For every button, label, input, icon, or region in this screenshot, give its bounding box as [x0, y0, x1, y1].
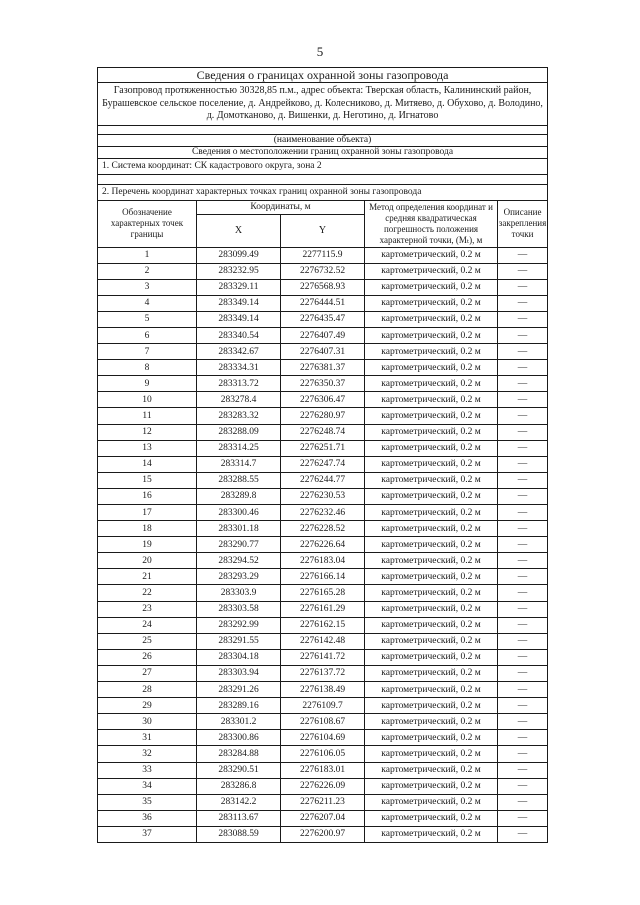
method-cell: картометрический, 0.2 м [365, 488, 498, 504]
fixing-cell: — [498, 247, 548, 263]
y-coord-cell: 2276211.23 [281, 794, 365, 810]
x-coord-cell: 283329.11 [197, 279, 281, 295]
point-id-cell: 1 [98, 247, 197, 263]
method-cell: картометрический, 0.2 м [365, 794, 498, 810]
fixing-cell: — [498, 649, 548, 665]
table-row [98, 714, 548, 730]
y-coord-cell: 2276109.7 [281, 698, 365, 714]
fixing-cell: — [498, 633, 548, 649]
x-coord-cell: 283294.52 [197, 553, 281, 569]
x-coord-cell: 283284.88 [197, 746, 281, 762]
point-id-cell: 5 [98, 311, 197, 327]
document-sheet [97, 67, 547, 843]
y-coord-cell: 2276407.31 [281, 344, 365, 360]
method-cell: картометрический, 0.2 м [365, 424, 498, 440]
header-fixing: Описание закрепления точки [498, 200, 548, 247]
x-coord-cell: 283304.18 [197, 649, 281, 665]
y-coord-cell: 2276247.74 [281, 456, 365, 472]
point-id-cell: 37 [98, 826, 197, 842]
method-cell: картометрический, 0.2 м [365, 553, 498, 569]
y-coord-cell: 2276244.77 [281, 472, 365, 488]
fixing-cell: — [498, 553, 548, 569]
method-cell: картометрический, 0.2 м [365, 633, 498, 649]
method-cell: картометрический, 0.2 м [365, 730, 498, 746]
point-id-cell: 27 [98, 665, 197, 681]
page-number: 5 [316, 44, 324, 59]
y-coord-cell: 2276230.53 [281, 488, 365, 504]
y-coord-cell: 2276161.29 [281, 601, 365, 617]
table-row [98, 826, 548, 842]
x-coord-cell: 283290.77 [197, 537, 281, 553]
x-coord-cell: 283303.58 [197, 601, 281, 617]
point-id-cell: 10 [98, 392, 197, 408]
method-cell: картометрический, 0.2 м [365, 360, 498, 376]
table-row [98, 472, 548, 488]
y-coord-cell: 2276435.47 [281, 311, 365, 327]
table-row [98, 537, 548, 553]
y-coord-cell: 2276232.46 [281, 505, 365, 521]
table-row [98, 327, 548, 343]
fixing-cell: — [498, 472, 548, 488]
table-row [98, 360, 548, 376]
fixing-cell: — [498, 585, 548, 601]
method-cell: картометрический, 0.2 м [365, 456, 498, 472]
x-coord-cell: 283301.18 [197, 521, 281, 537]
y-coord-cell: 2276251.71 [281, 440, 365, 456]
x-coord-cell: 283313.72 [197, 376, 281, 392]
x-coord-cell: 283303.94 [197, 665, 281, 681]
table-row [98, 633, 548, 649]
fixing-cell: — [498, 762, 548, 778]
point-id-cell: 33 [98, 762, 197, 778]
x-coord-cell: 283088.59 [197, 826, 281, 842]
point-id-cell: 20 [98, 553, 197, 569]
method-cell: картометрический, 0.2 м [365, 537, 498, 553]
point-id-cell: 17 [98, 505, 197, 521]
x-coord-cell: 283349.14 [197, 311, 281, 327]
x-coord-cell: 283289.16 [197, 698, 281, 714]
point-id-cell: 29 [98, 698, 197, 714]
table-row [98, 424, 548, 440]
x-coord-cell: 283113.67 [197, 810, 281, 826]
fixing-cell: — [498, 279, 548, 295]
y-coord-cell: 2276207.04 [281, 810, 365, 826]
fixing-cell: — [498, 617, 548, 633]
point-id-cell: 13 [98, 440, 197, 456]
method-cell: картометрический, 0.2 м [365, 263, 498, 279]
method-cell: картометрический, 0.2 м [365, 327, 498, 343]
fixing-cell: — [498, 601, 548, 617]
table-row [98, 698, 548, 714]
table-row [98, 392, 548, 408]
x-coord-cell: 283278.4 [197, 392, 281, 408]
point-id-cell: 3 [98, 279, 197, 295]
point-id-cell: 32 [98, 746, 197, 762]
y-coord-cell: 2276162.15 [281, 617, 365, 633]
y-coord-cell: 2276200.97 [281, 826, 365, 842]
table-row [98, 762, 548, 778]
x-coord-cell: 283289.8 [197, 488, 281, 504]
x-coord-cell: 283349.14 [197, 295, 281, 311]
object-description: Газопровод протяженностью 30328,85 п.м., адрес объекта: Тверская область, Калининский район, Бурашевское сельское поселение, д. Андрейково, д. Колесниково, д. Митяево, д. Обухово, д. Володино, д. Домотканово, д. Вишенки, д. Неготино, д. Игнатово [98, 83, 548, 126]
x-coord-cell: 283099.49 [197, 247, 281, 263]
table-row [98, 810, 548, 826]
point-id-cell: 21 [98, 569, 197, 585]
fixing-cell: — [498, 698, 548, 714]
point-id-cell: 35 [98, 794, 197, 810]
fixing-cell: — [498, 746, 548, 762]
point-id-cell: 25 [98, 633, 197, 649]
method-cell: картометрический, 0.2 м [365, 521, 498, 537]
point-id-cell: 12 [98, 424, 197, 440]
point-id-cell: 2 [98, 263, 197, 279]
section-title: Сведения о местоположении границ охранной зоны газопровода [98, 146, 548, 158]
point-id-cell: 36 [98, 810, 197, 826]
point-id-cell: 18 [98, 521, 197, 537]
y-coord-cell: 2276381.37 [281, 360, 365, 376]
y-coord-cell: 2276142.48 [281, 633, 365, 649]
table-row [98, 649, 548, 665]
method-cell: картометрический, 0.2 м [365, 392, 498, 408]
fixing-cell: — [498, 311, 548, 327]
table-row [98, 505, 548, 521]
y-coord-cell: 2276350.37 [281, 376, 365, 392]
table-row [98, 376, 548, 392]
method-cell: картометрический, 0.2 м [365, 472, 498, 488]
fixing-cell: — [498, 810, 548, 826]
object-caption: (наименование объекта) [98, 134, 548, 146]
method-cell: картометрический, 0.2 м [365, 746, 498, 762]
info-table [97, 67, 548, 843]
method-cell: картометрический, 0.2 м [365, 585, 498, 601]
point-id-cell: 31 [98, 730, 197, 746]
method-cell: картометрический, 0.2 м [365, 344, 498, 360]
header-coords: Координаты, м [197, 200, 365, 215]
table-row [98, 295, 548, 311]
point-id-cell: 19 [98, 537, 197, 553]
point-id-cell: 9 [98, 376, 197, 392]
point-id-cell: 23 [98, 601, 197, 617]
y-coord-cell: 2276104.69 [281, 730, 365, 746]
y-coord-cell: 2276226.64 [281, 537, 365, 553]
fixing-cell: — [498, 408, 548, 424]
point-id-cell: 6 [98, 327, 197, 343]
x-coord-cell: 283288.55 [197, 472, 281, 488]
fixing-cell: — [498, 376, 548, 392]
fixing-cell: — [498, 295, 548, 311]
table-row [98, 617, 548, 633]
method-cell: картометрический, 0.2 м [365, 617, 498, 633]
y-coord-cell: 2276248.74 [281, 424, 365, 440]
method-cell: картометрический, 0.2 м [365, 778, 498, 794]
table-row [98, 521, 548, 537]
table-row [98, 553, 548, 569]
method-cell: картометрический, 0.2 м [365, 376, 498, 392]
fixing-cell: — [498, 488, 548, 504]
y-coord-cell: 2276183.01 [281, 762, 365, 778]
y-coord-cell: 2276444.51 [281, 295, 365, 311]
x-coord-cell: 283303.9 [197, 585, 281, 601]
table-row [98, 665, 548, 681]
x-coord-cell: 283283.32 [197, 408, 281, 424]
y-coord-cell: 2276183.04 [281, 553, 365, 569]
table-row [98, 778, 548, 794]
y-coord-cell: 2276226.09 [281, 778, 365, 794]
y-coord-cell: 2276228.52 [281, 521, 365, 537]
blank-row [98, 125, 548, 134]
fixing-cell: — [498, 440, 548, 456]
coord-system: 1. Система координат: СК кадастрового округа, зона 2 [98, 158, 548, 174]
x-coord-cell: 283232.95 [197, 263, 281, 279]
point-id-cell: 14 [98, 456, 197, 472]
header-method: Метод определения координат и средняя квадратическая погрешность положения характерной точки, (Mₜ), м [365, 200, 498, 247]
y-coord-cell: 2276166.14 [281, 569, 365, 585]
table-row [98, 440, 548, 456]
x-coord-cell: 283291.55 [197, 633, 281, 649]
table-row [98, 585, 548, 601]
x-coord-cell: 283300.86 [197, 730, 281, 746]
point-id-cell: 22 [98, 585, 197, 601]
table-row [98, 569, 548, 585]
y-coord-cell: 2276108.67 [281, 714, 365, 730]
table-row [98, 408, 548, 424]
y-coord-cell: 2276141.72 [281, 649, 365, 665]
y-coord-cell: 2276137.72 [281, 665, 365, 681]
fixing-cell: — [498, 263, 548, 279]
fixing-cell: — [498, 327, 548, 343]
x-coord-cell: 283142.2 [197, 794, 281, 810]
method-cell: картометрический, 0.2 м [365, 247, 498, 263]
fixing-cell: — [498, 730, 548, 746]
fixing-cell: — [498, 537, 548, 553]
table-row [98, 344, 548, 360]
table-row [98, 263, 548, 279]
fixing-cell: — [498, 778, 548, 794]
x-coord-cell: 283286.8 [197, 778, 281, 794]
header-y: Y [281, 215, 365, 247]
fixing-cell: — [498, 682, 548, 698]
x-coord-cell: 283334.31 [197, 360, 281, 376]
fixing-cell: — [498, 794, 548, 810]
x-coord-cell: 283340.54 [197, 327, 281, 343]
fixing-cell: — [498, 665, 548, 681]
x-coord-cell: 283301.2 [197, 714, 281, 730]
fixing-cell: — [498, 360, 548, 376]
table-row [98, 247, 548, 263]
method-cell: картометрический, 0.2 м [365, 826, 498, 842]
point-id-cell: 26 [98, 649, 197, 665]
x-coord-cell: 283291.26 [197, 682, 281, 698]
method-cell: картометрический, 0.2 м [365, 714, 498, 730]
x-coord-cell: 283288.09 [197, 424, 281, 440]
table-row [98, 730, 548, 746]
header-x: X [197, 215, 281, 247]
method-cell: картометрический, 0.2 м [365, 810, 498, 826]
method-cell: картометрический, 0.2 м [365, 279, 498, 295]
method-cell: картометрический, 0.2 м [365, 440, 498, 456]
table-row [98, 601, 548, 617]
method-cell: картометрический, 0.2 м [365, 295, 498, 311]
fixing-cell: — [498, 344, 548, 360]
point-id-cell: 8 [98, 360, 197, 376]
fixing-cell: — [498, 569, 548, 585]
fixing-cell: — [498, 392, 548, 408]
fixing-cell: — [498, 826, 548, 842]
method-cell: картометрический, 0.2 м [365, 682, 498, 698]
point-id-cell: 11 [98, 408, 197, 424]
method-cell: картометрический, 0.2 м [365, 408, 498, 424]
fixing-cell: — [498, 505, 548, 521]
method-cell: картометрический, 0.2 м [365, 569, 498, 585]
coord-list-title: 2. Перечень координат характерных точках границ охранной зоны газопровода [98, 184, 548, 200]
method-cell: картометрический, 0.2 м [365, 601, 498, 617]
point-id-cell: 30 [98, 714, 197, 730]
header-point: Обозначение характерных точек границы [98, 200, 197, 247]
table-row [98, 488, 548, 504]
y-coord-cell: 2276106.05 [281, 746, 365, 762]
point-id-cell: 16 [98, 488, 197, 504]
method-cell: картометрический, 0.2 м [365, 665, 498, 681]
table-row [98, 682, 548, 698]
fixing-cell: — [498, 456, 548, 472]
x-coord-cell: 283290.51 [197, 762, 281, 778]
method-cell: картометрический, 0.2 м [365, 698, 498, 714]
point-id-cell: 4 [98, 295, 197, 311]
y-coord-cell: 2276306.47 [281, 392, 365, 408]
y-coord-cell: 2276407.49 [281, 327, 365, 343]
method-cell: картометрический, 0.2 м [365, 505, 498, 521]
method-cell: картометрический, 0.2 м [365, 762, 498, 778]
table-row [98, 279, 548, 295]
point-id-cell: 28 [98, 682, 197, 698]
coordinates-body [98, 247, 548, 842]
method-cell: картометрический, 0.2 м [365, 311, 498, 327]
y-coord-cell: 2276165.28 [281, 585, 365, 601]
document-title: Сведения о границах охранной зоны газопровода [98, 68, 548, 83]
fixing-cell: — [498, 521, 548, 537]
table-row [98, 311, 548, 327]
y-coord-cell: 2276732.52 [281, 263, 365, 279]
method-cell: картометрический, 0.2 м [365, 649, 498, 665]
point-id-cell: 15 [98, 472, 197, 488]
table-row [98, 456, 548, 472]
fixing-cell: — [498, 714, 548, 730]
point-id-cell: 24 [98, 617, 197, 633]
point-id-cell: 7 [98, 344, 197, 360]
y-coord-cell: 2277115.9 [281, 247, 365, 263]
x-coord-cell: 283314.25 [197, 440, 281, 456]
x-coord-cell: 283314.7 [197, 456, 281, 472]
spacer-row [98, 174, 548, 184]
table-row [98, 746, 548, 762]
x-coord-cell: 283342.67 [197, 344, 281, 360]
y-coord-cell: 2276568.93 [281, 279, 365, 295]
y-coord-cell: 2276138.49 [281, 682, 365, 698]
x-coord-cell: 283293.29 [197, 569, 281, 585]
y-coord-cell: 2276280.97 [281, 408, 365, 424]
x-coord-cell: 283292.99 [197, 617, 281, 633]
point-id-cell: 34 [98, 778, 197, 794]
table-row [98, 794, 548, 810]
x-coord-cell: 283300.46 [197, 505, 281, 521]
fixing-cell: — [498, 424, 548, 440]
